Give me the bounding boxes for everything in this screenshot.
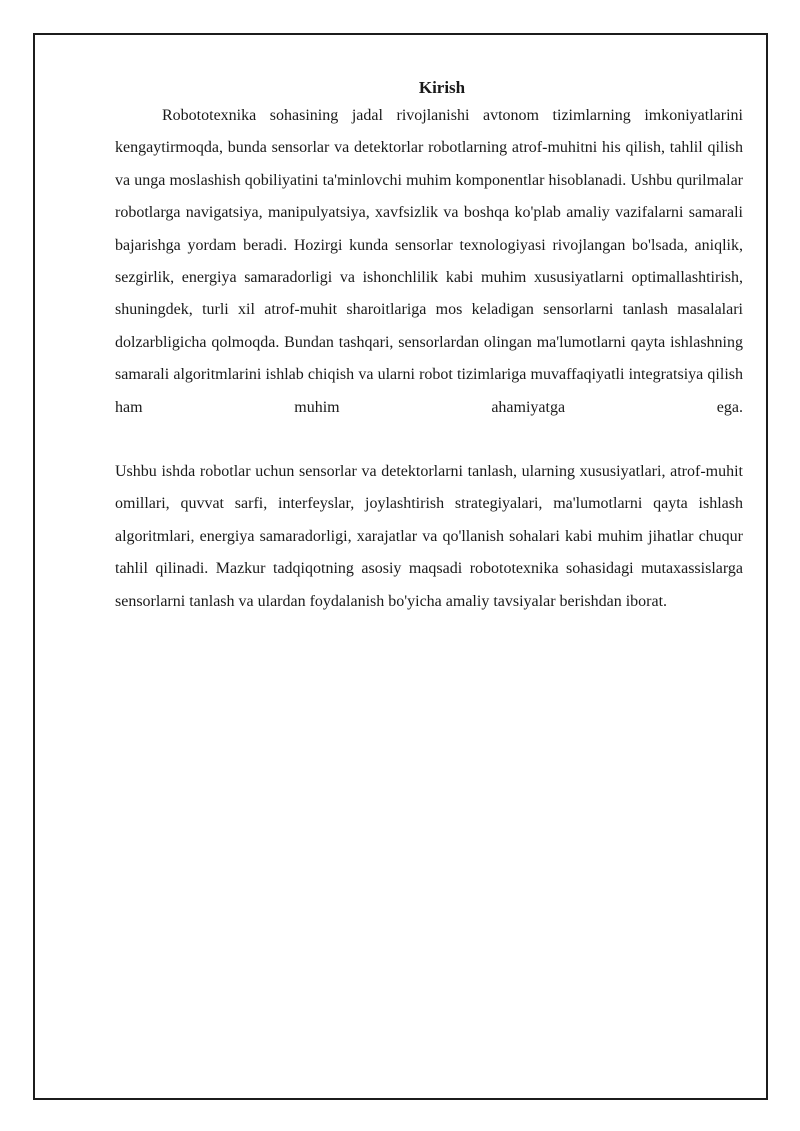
paragraph-introduction: Robototexnika sohasining jadal rivojlanishi avtonom tizimlarning imkoniyatlarini kengaytirmoqda, bunda sensorlar va detektorlar robotlarning atrof-muhitni his qilish, tahlil qilish va unga moslashish qobiliyatini ta'minlovchi muhim komponentlar hisoblanadi. Ushbu qurilmalar robotlarga navigatsiya, manipulyatsiya, xavfsizlik va boshqa ko'plab amaliy vazifalarni samarali bajarishga yordam beradi. Hozirgi kunda sensorlar texnologiyasi rivojlangan bo'lsada, aniqlik, sezgirlik, energiya samaradorligi va ishonchlilik kabi muhim xususiyatlarni optimallashtirish, shuningdek, turli xil atrof-muhit sharoitlariga mos keladigan sensorlarni tanlash masalalari dolzarbligicha qolmoqda. Bundan tashqari, sensorlardan olingan ma'lumotlarni qayta ishlashning samarali algoritmlarini ishlab chiqish va ularni robot tizimlariga muvaffaqiyatli integratsiya qilish ham muhim ahamiyatga ega.: [115, 107, 743, 416]
document-body: [115, 76, 743, 618]
paragraph-objective: Ushbu ishda robotlar uchun sensorlar va detektorlarni tanlash, ularning xususiyatlari, atrof-muhit omillari, quvvat sarfi, interfeyslar, joylashtirish strategiyalari, ma'lumotlarni qayta ishlash algoritmlari, energiya samaradorligi, xarajatlar va qo'llanish sohalari kabi muhim jihatlar chuqur tahlil qilinadi. Mazkur tadqiqotning asosiy maqsadi robototexnika sohasidagi mutaxassislarga sensorlarni tanlash va ulardan foydalanish bo'yicha amaliy tavsiyalar berishdan iborat.: [115, 463, 743, 610]
document-title: Kirish: [418, 78, 466, 97]
paragraph-spacer: [115, 424, 743, 456]
